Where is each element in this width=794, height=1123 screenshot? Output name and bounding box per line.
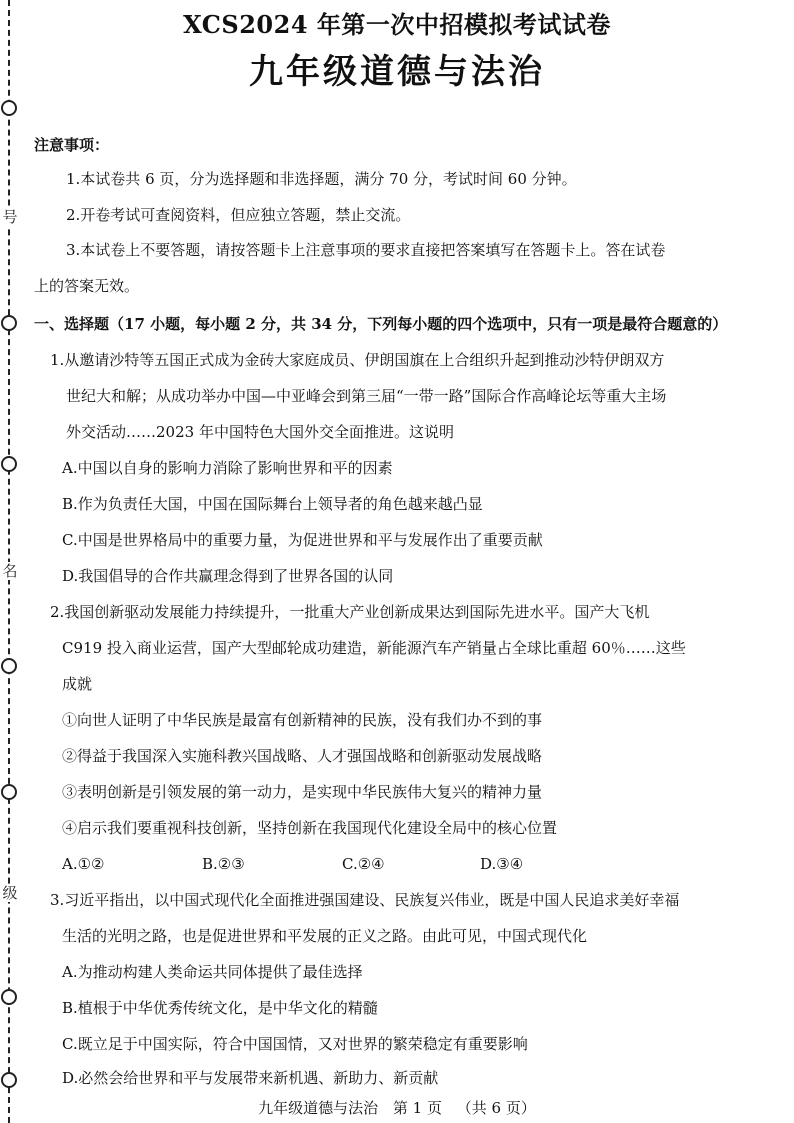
binding-hole bbox=[1, 658, 17, 674]
binding-label-name: 名 bbox=[0, 562, 20, 580]
page-footer bbox=[0, 1097, 794, 1119]
binding-label-number: 号 bbox=[0, 208, 20, 226]
q2-statement-3: ③表明创新是引领发展的第一动力，是实现中华民族伟大复兴的精神力量 bbox=[62, 783, 543, 801]
q2-stem-line2: C919 投入商业运营，国产大型邮轮成功建造，新能源汽车产销量占全球比重超 60％……这些 bbox=[62, 639, 686, 657]
notice-heading: 注意事项： bbox=[34, 136, 110, 154]
q1-option-b: B.作为负责任大国，中国在国际舞台上领导者的角色越来越凸显 bbox=[62, 495, 483, 513]
notice-item-1: 1.本试卷共 6 页，分为选择题和非选择题，满分 70 分，考试时间 60 分钟。 bbox=[66, 170, 577, 188]
footer-total-pages: （共 6 页） bbox=[456, 1099, 536, 1117]
notice-item-3-cont: 上的答案无效。 bbox=[34, 277, 140, 295]
footer-page-number: 第 1 页 bbox=[392, 1099, 442, 1117]
notice-item-3: 3.本试卷上不要答题，请按答题卡上注意事项的要求直接把答案填写在答题卡上。答在试卷 bbox=[66, 241, 666, 259]
binding-margin bbox=[0, 0, 26, 1123]
notice-item-2: 2.开卷考试可查阅资料，但应独立答题，禁止交流。 bbox=[66, 206, 411, 224]
binding-label-class: 级 bbox=[0, 884, 20, 902]
q2-stem-line3: 成就 bbox=[62, 675, 93, 693]
binding-hole bbox=[1, 100, 17, 116]
binding-hole bbox=[1, 315, 17, 331]
q3-stem-line2: 生活的光明之路，也是促进世界和平发展的正义之路。由此可见，中国式现代化 bbox=[62, 927, 588, 945]
q2-statement-4: ④启示我们要重视科技创新，坚持创新在我国现代化建设全局中的核心位置 bbox=[62, 819, 558, 837]
q3-option-d: D.必然会给世界和平与发展带来新机遇、新助力、新贡献 bbox=[62, 1069, 439, 1087]
exam-title: XCS2024 年第一次中招模拟考试试卷 bbox=[183, 10, 611, 39]
q1-option-c: C.中国是世界格局中的重要力量，为促进世界和平与发展作出了重要贡献 bbox=[62, 531, 543, 549]
q1-option-d: D.我国倡导的合作共赢理念得到了世界各国的认同 bbox=[62, 567, 394, 585]
binding-hole bbox=[1, 456, 17, 472]
q2-option-b: B.②③ bbox=[202, 855, 245, 873]
binding-hole bbox=[1, 1072, 17, 1088]
q3-option-b: B.植根于中华优秀传统文化，是中华文化的精髓 bbox=[62, 999, 378, 1017]
q1-stem: 1.从邀请沙特等五国正式成为金砖大家庭成员、伊朗国旗在上合组织升起到推动沙特伊朗双方 bbox=[50, 351, 665, 369]
q3-stem: 3.习近平指出，以中国式现代化全面推进强国建设、民族复兴伟业，既是中国人民追求美好幸福 bbox=[50, 891, 680, 909]
q2-option-a: A.①② bbox=[62, 855, 105, 873]
q1-option-a: A.中国以自身的影响力消除了影响世界和平的因素 bbox=[62, 459, 393, 477]
q3-option-a: A.为推动构建人类命运共同体提供了最佳选择 bbox=[62, 963, 363, 981]
binding-hole bbox=[1, 989, 17, 1005]
q2-statement-1: ①向世人证明了中华民族是最富有创新精神的民族，没有我们办不到的事 bbox=[62, 711, 543, 729]
subject-title: 九年级道德与法治 bbox=[249, 52, 545, 92]
footer-subject: 九年级道德与法治 bbox=[258, 1099, 379, 1117]
q2-statement-2: ②得益于我国深入实施科教兴国战略、人才强国战略和创新驱动发展战略 bbox=[62, 747, 543, 765]
q2-option-d: D.③④ bbox=[480, 855, 524, 873]
q1-stem-line3: 外交活动……2023 年中国特色大国外交全面推进。这说明 bbox=[66, 423, 454, 441]
q1-stem-line2: 世纪大和解；从成功举办中国—中亚峰会到第三届“一带一路”国际合作高峰论坛等重大主场 bbox=[66, 387, 667, 405]
q2-option-c: C.②④ bbox=[342, 855, 385, 873]
q2-stem: 2.我国创新驱动发展能力持续提升，一批重大产业创新成果达到国际先进水平。国产大飞机 bbox=[50, 603, 650, 621]
binding-hole bbox=[1, 784, 17, 800]
section-heading: 一、选择题（17 小题，每小题 2 分，共 34 分，下列每小题的四个选项中，只有一项是最符合题意的） bbox=[34, 315, 728, 333]
q3-option-c: C.既立足于中国实际，符合中国国情，又对世界的繁荣稳定有重要影响 bbox=[62, 1035, 528, 1053]
